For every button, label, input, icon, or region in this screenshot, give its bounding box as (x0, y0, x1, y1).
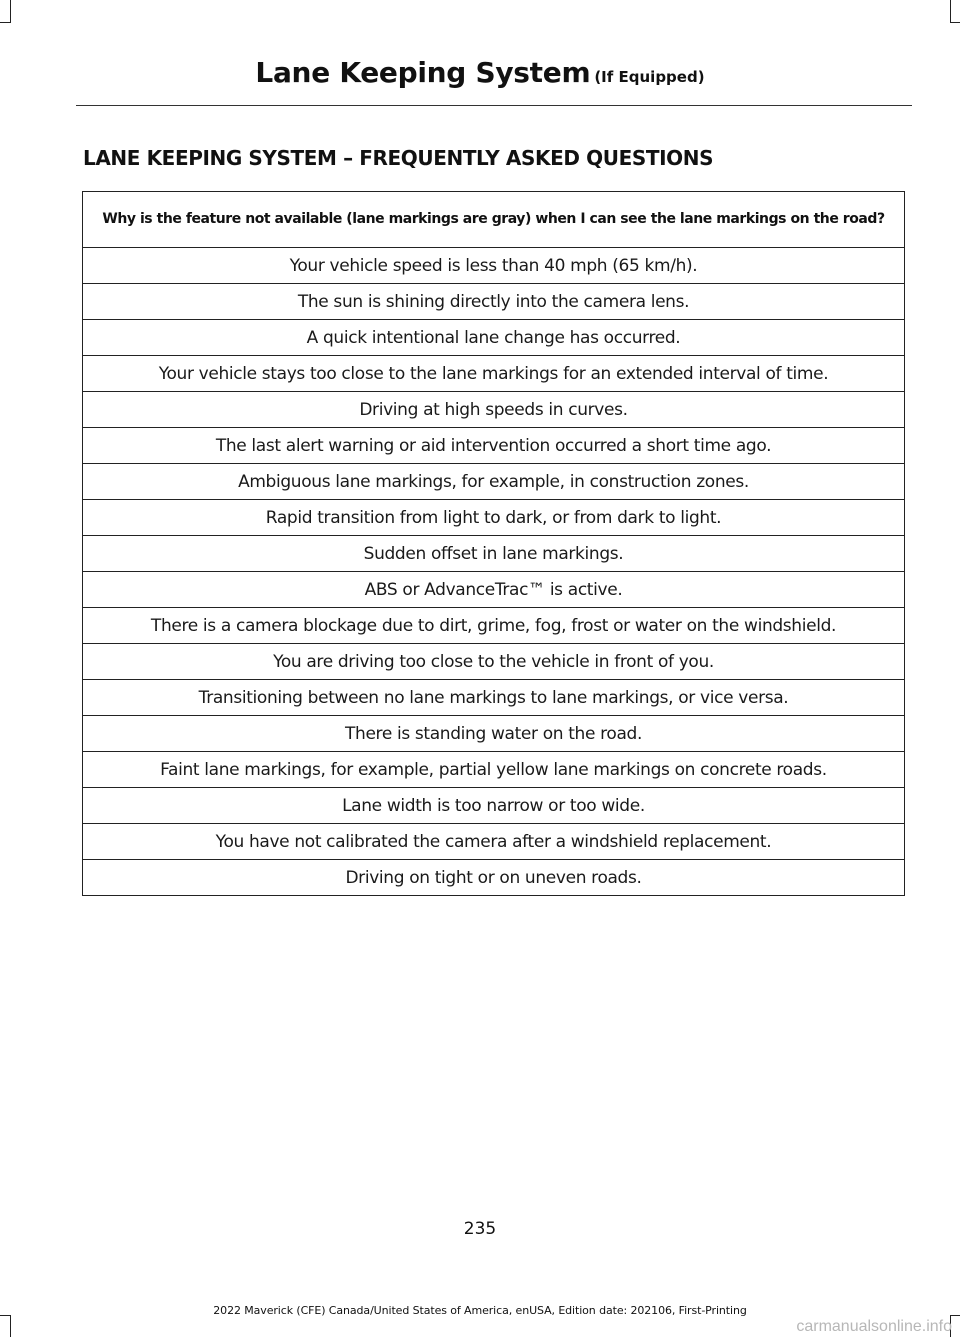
faq-answer: Lane width is too narrow or too wide. (83, 788, 905, 824)
faq-table (82, 191, 905, 896)
faq-answer: You are driving too close to the vehicle in front of you. (83, 644, 905, 680)
crop-mark-top-right-horizontal (950, 22, 960, 23)
faq-answer-row (83, 464, 905, 500)
crop-mark-bottom-left-vertical (10, 1315, 11, 1337)
faq-answer-row (83, 608, 905, 644)
faq-answer: Faint lane markings, for example, partial yellow lane markings on concrete roads. (83, 752, 905, 788)
faq-answer: You have not calibrated the camera after a windshield replacement. (83, 824, 905, 860)
faq-answer: There is a camera blockage due to dirt, grime, fog, frost or water on the windshield. (83, 608, 905, 644)
faq-answer: The last alert warning or aid intervention occurred a short time ago. (83, 428, 905, 464)
crop-mark-top-left-horizontal (0, 22, 11, 23)
faq-answer-row (83, 572, 905, 608)
header-title: Lane Keeping System (255, 56, 591, 89)
faq-question-row (83, 192, 905, 248)
faq-answer-row (83, 248, 905, 284)
faq-answer-row (83, 536, 905, 572)
section-heading: LANE KEEPING SYSTEM – FREQUENTLY ASKED QUESTIONS (83, 146, 714, 170)
faq-answer: Sudden offset in lane markings. (83, 536, 905, 572)
faq-question: Why is the feature not available (lane markings are gray) when I can see the lane markings on the road? (83, 192, 905, 248)
header-divider (76, 105, 912, 106)
faq-answer: The sun is shining directly into the camera lens. (83, 284, 905, 320)
page-header (0, 56, 960, 89)
faq-answer-row (83, 320, 905, 356)
faq-answer: Your vehicle stays too close to the lane markings for an extended interval of time. (83, 356, 905, 392)
faq-answer: Transitioning between no lane markings to lane markings, or vice versa. (83, 680, 905, 716)
watermark: carmanualsonline.info (796, 1318, 952, 1335)
faq-answer: ABS or AdvanceTrac™ is active. (83, 572, 905, 608)
faq-answer-row (83, 356, 905, 392)
faq-answer: Rapid transition from light to dark, or from dark to light. (83, 500, 905, 536)
faq-answers (83, 248, 905, 896)
faq-answer-row (83, 644, 905, 680)
faq-answer: Driving on tight or on uneven roads. (83, 860, 905, 896)
faq-answer-row (83, 824, 905, 860)
faq-answer-row (83, 500, 905, 536)
crop-mark-top-left-vertical (10, 0, 11, 22)
page-number: 235 (463, 1219, 497, 1239)
faq-answer: Your vehicle speed is less than 40 mph (65 km/h). (83, 248, 905, 284)
faq-answer: A quick intentional lane change has occurred. (83, 320, 905, 356)
faq-answer-row (83, 680, 905, 716)
faq-answer-row (83, 428, 905, 464)
faq-answer-row (83, 752, 905, 788)
header-subtitle: (If Equipped) (594, 68, 705, 86)
faq-answer-row (83, 860, 905, 896)
faq-answer-row (83, 284, 905, 320)
faq-answer: There is standing water on the road. (83, 716, 905, 752)
faq-answer: Ambiguous lane markings, for example, in construction zones. (83, 464, 905, 500)
faq-answer: Driving at high speeds in curves. (83, 392, 905, 428)
footer-edition: 2022 Maverick (CFE) Canada/United States of America, enUSA, Edition date: 202106, First-Printing (213, 1304, 747, 1317)
crop-mark-top-right-vertical (950, 0, 951, 22)
faq-answer-row (83, 716, 905, 752)
faq-answer-row (83, 392, 905, 428)
faq-answer-row (83, 788, 905, 824)
